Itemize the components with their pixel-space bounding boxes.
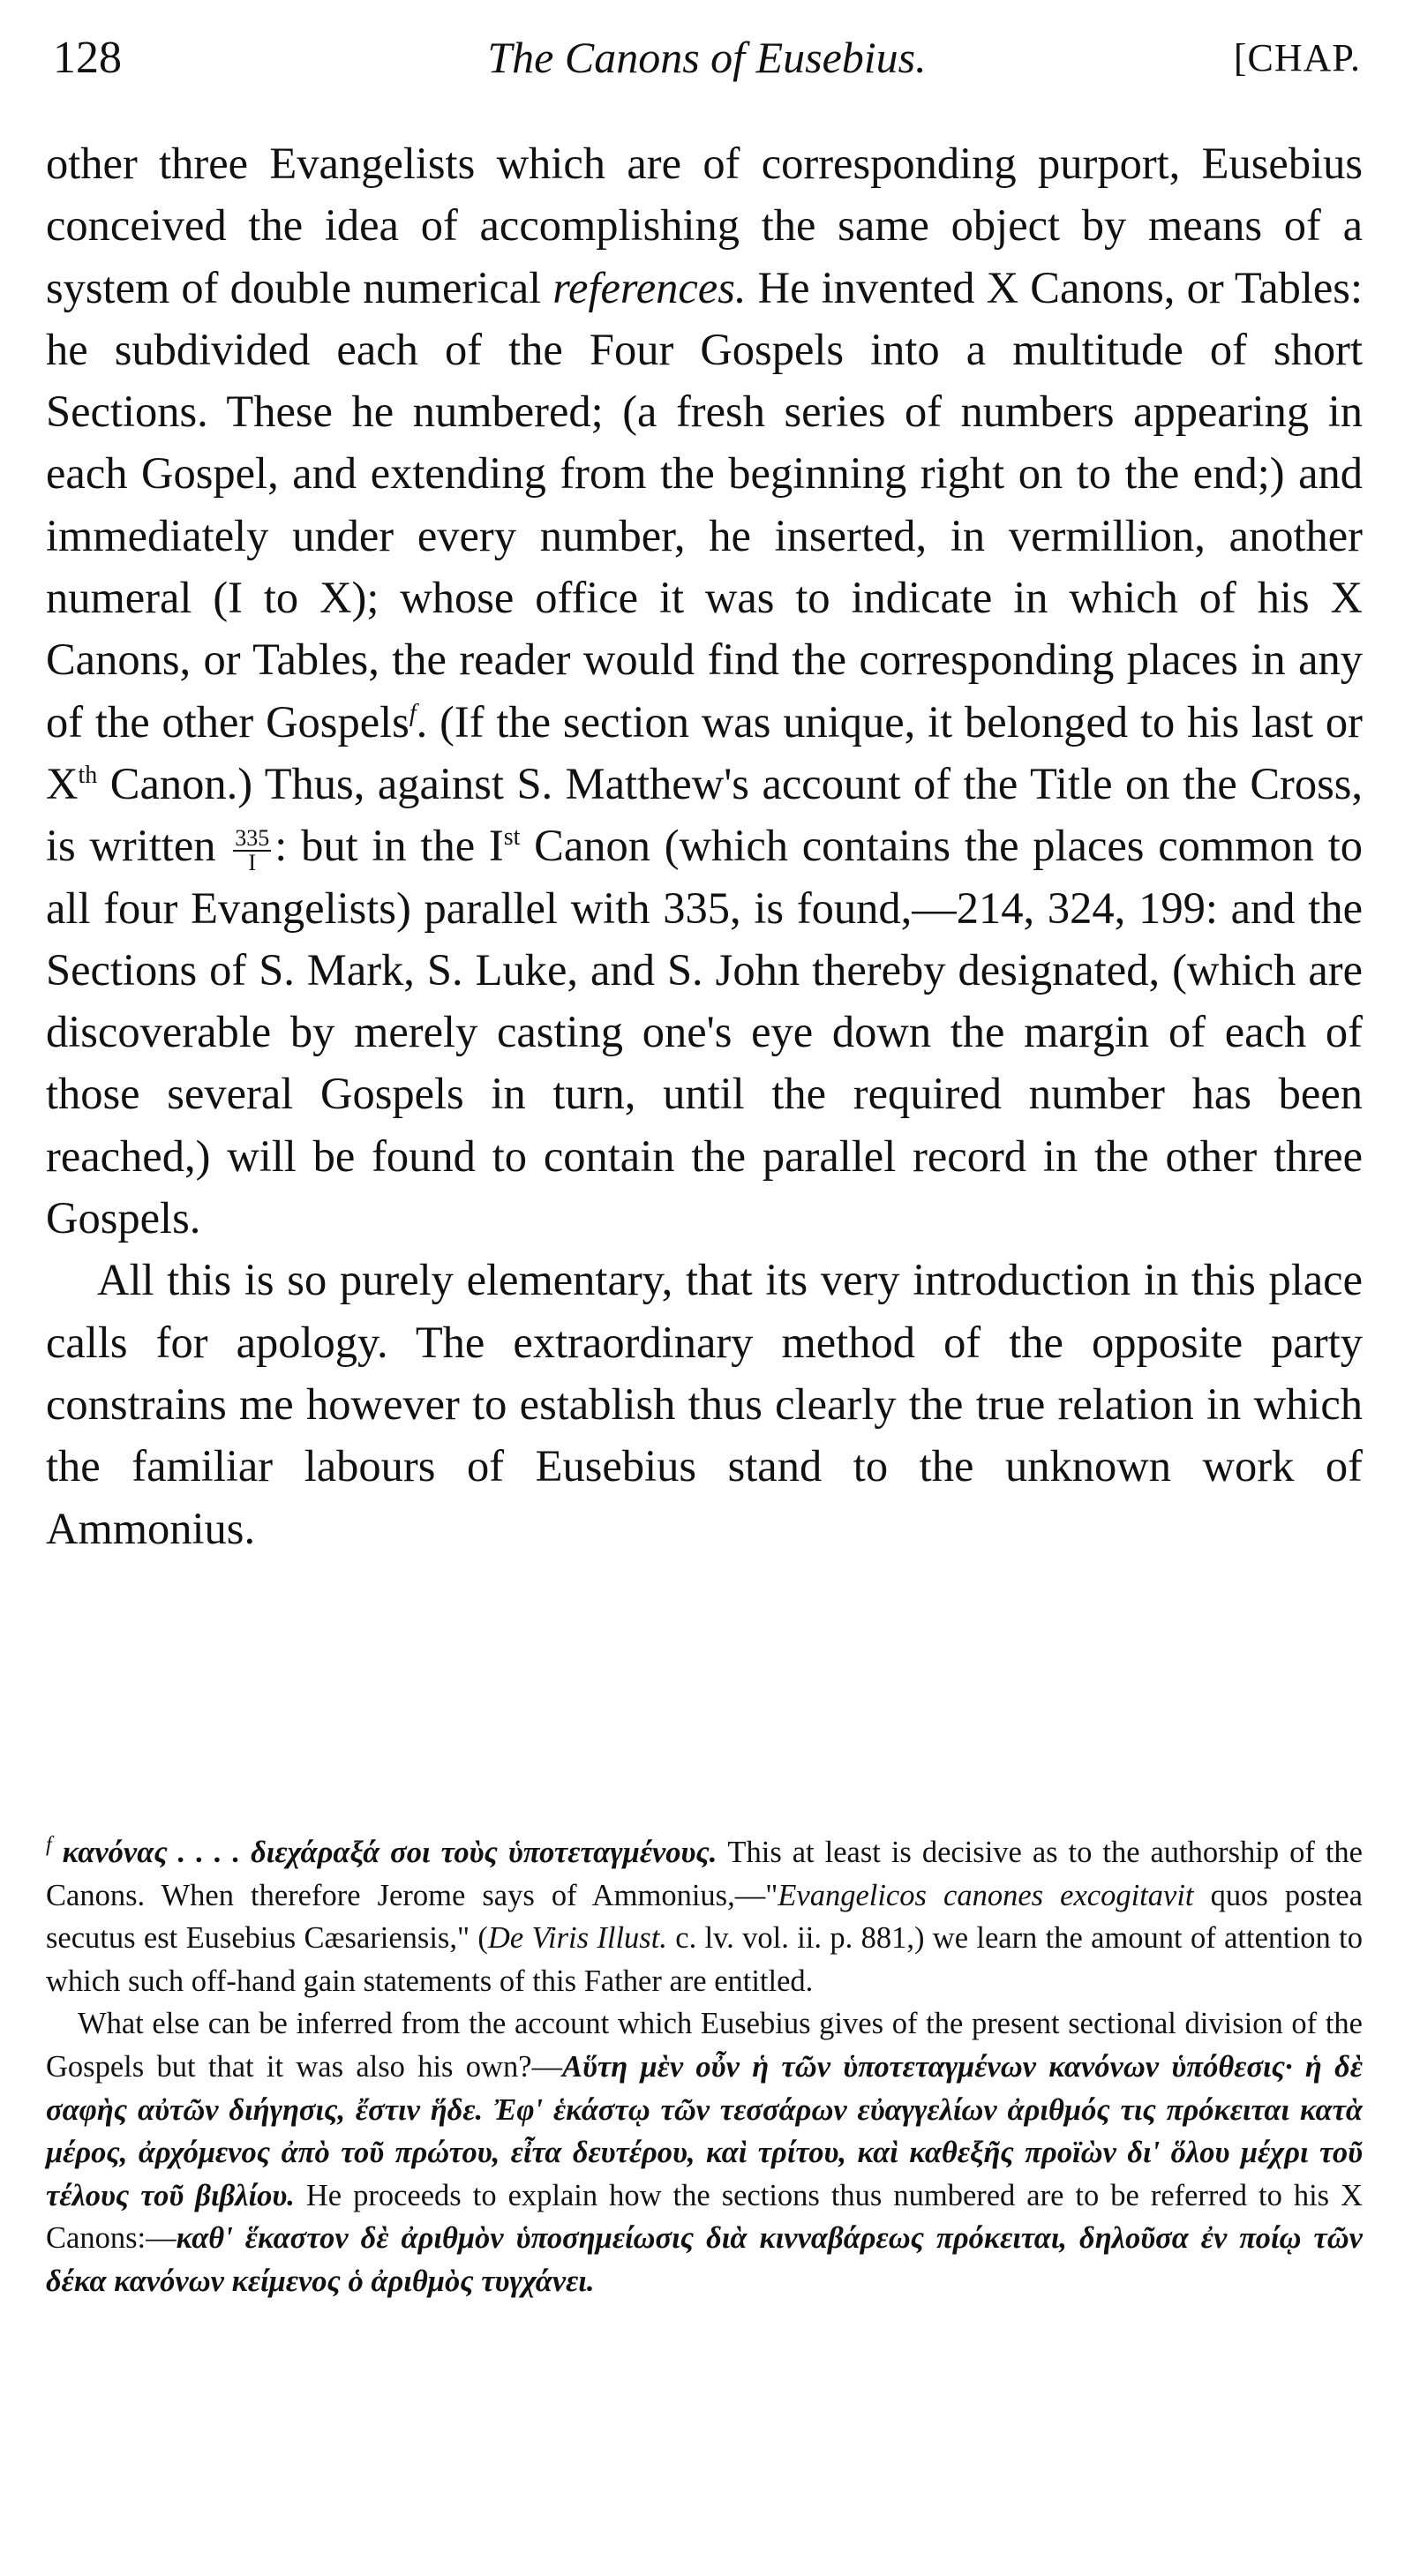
p1-text-f: Canon (which contains the places common to all four Evangelists) parallel with 335, is found,—214, 324, 199: and the Sections of S. Mark, S. Luke, and S. John thereby designated, (which are discoverable by merely casting one's eye down the margin of each of those several Gospels in turn, until the required number has been reached,) will be found to contain the parallel record in the other three Gospels. bbox=[46, 821, 1363, 1243]
p1-text-b: He invented X Canons, or Tables: he subdivided each of the Four Gospels into a multitude of short Sections. These he numbered; (a fresh series of numbers appearing in each Gospel, and extending from the beginning right on to the end;) and immediately under every number, he inserted, in vermillion, another numeral (I to X); whose office it was to indicate in which of his X Canons, or Tables, the reader would find the corresponding places in any of the other Gospels bbox=[46, 262, 1363, 747]
latin-quote: Evangelicos canones excogitavit bbox=[778, 1878, 1194, 1912]
p1-text-c: . (If the section was unique, it belonged to his last or X bbox=[46, 696, 1363, 808]
superscript-th: th bbox=[78, 762, 98, 790]
greek-quote-1: κανόνας . . . . διεχάραξά σοι τοὺς ὑποτεταγμένους. bbox=[62, 1836, 718, 1869]
fraction-335-over-i bbox=[233, 824, 271, 875]
p1-text-d: Canon.) Thus, against S. Matthew's account of the Title on the Cross, is written bbox=[46, 758, 1363, 871]
p1-text-e: : but in the I bbox=[274, 821, 504, 871]
footnote-text-2: quos postea secutus est Eusebius Cæsariensis," ( bbox=[46, 1878, 1363, 1956]
citation-title: De Viris Illust. bbox=[487, 1921, 667, 1956]
footnote-text-1: This at least is decisive as to the authorship of the Canons. When therefore Jerome says of Ammonius,—" bbox=[46, 1836, 1363, 1912]
greek-quote-3: καθ' ἕκαστον δὲ ἀριθμὸν ὑποσημείωσις διὰ κινναβάρεως πρόκειται, δηλοῦσα ἐν ποίῳ τῶν δέκα κανόνων κείμενος ὁ ἀριθμὸς τυγχάνει. bbox=[46, 2221, 1363, 2298]
footnote-text-5: He proceeds to explain how the sections thus numbered are to be referred to his X Canons:— bbox=[46, 2178, 1363, 2256]
footnote-paragraph-2 bbox=[46, 2002, 1363, 2302]
main-text bbox=[46, 132, 1363, 1559]
footnote-text-3: c. lv. vol. ii. p. 881,) we learn the amount of attention to which such off-hand gain statements of this Father are entitled. bbox=[46, 1921, 1363, 1998]
footnote-1 bbox=[46, 1831, 1363, 2002]
footnotes bbox=[46, 1831, 1363, 2303]
page-header bbox=[53, 32, 1361, 102]
running-title: The Canons of Eusebius. bbox=[487, 33, 927, 82]
references-word: references. bbox=[552, 262, 747, 312]
superscript-st: st bbox=[503, 823, 521, 852]
greek-quote-2: Αὕτη μὲν οὖν ἡ τῶν ὑποτεταγμένων κανόνων ὑπόθεσις· ἡ δὲ σαφὴς αὐτῶν διήγησις, ἔστιν ἥδε. Ἐφ' ἑκάστῳ τῶν τεσσάρων εὐαγγελίων ἀριθμός τις πρόκειται κατὰ μέρος, ἀρχόμενος ἀπὸ τοῦ πρώτου, εἶτα δευτέρου, καὶ τρίτου, καὶ καθεξῆς προϊὼν δι' ὅλου μέχρι τοῦ τέλους τοῦ βιβλίου. bbox=[46, 2049, 1363, 2212]
chapter-mark: [CHAP. bbox=[1233, 36, 1361, 79]
p1-text-a: other three Evangelists which are of corresponding purport, Eusebius conceived the idea of accomplishing the same object by means of a system of double numerical bbox=[46, 139, 1363, 312]
page-number: 128 bbox=[53, 33, 122, 83]
footnote-marker: f bbox=[46, 1833, 52, 1857]
paragraph-2: All this is so purely elementary, that its very introduction in this place calls for apology. The extraordinary method of the opposite party constrains me however to establish thus clearly the true relation in which the familiar labours of Eusebius stand to the unknown work of Ammonius. bbox=[46, 1255, 1363, 1553]
footnote-reference: f bbox=[409, 699, 417, 727]
fraction-numerator: 335 bbox=[235, 824, 270, 851]
paragraph-1 bbox=[46, 132, 1363, 1249]
footnote-text-4: What else can be inferred from the account which Eusebius gives of the present sectional division of the Gospels but that it was also his own?— bbox=[46, 2007, 1363, 2084]
fraction-denominator: I bbox=[248, 849, 257, 875]
